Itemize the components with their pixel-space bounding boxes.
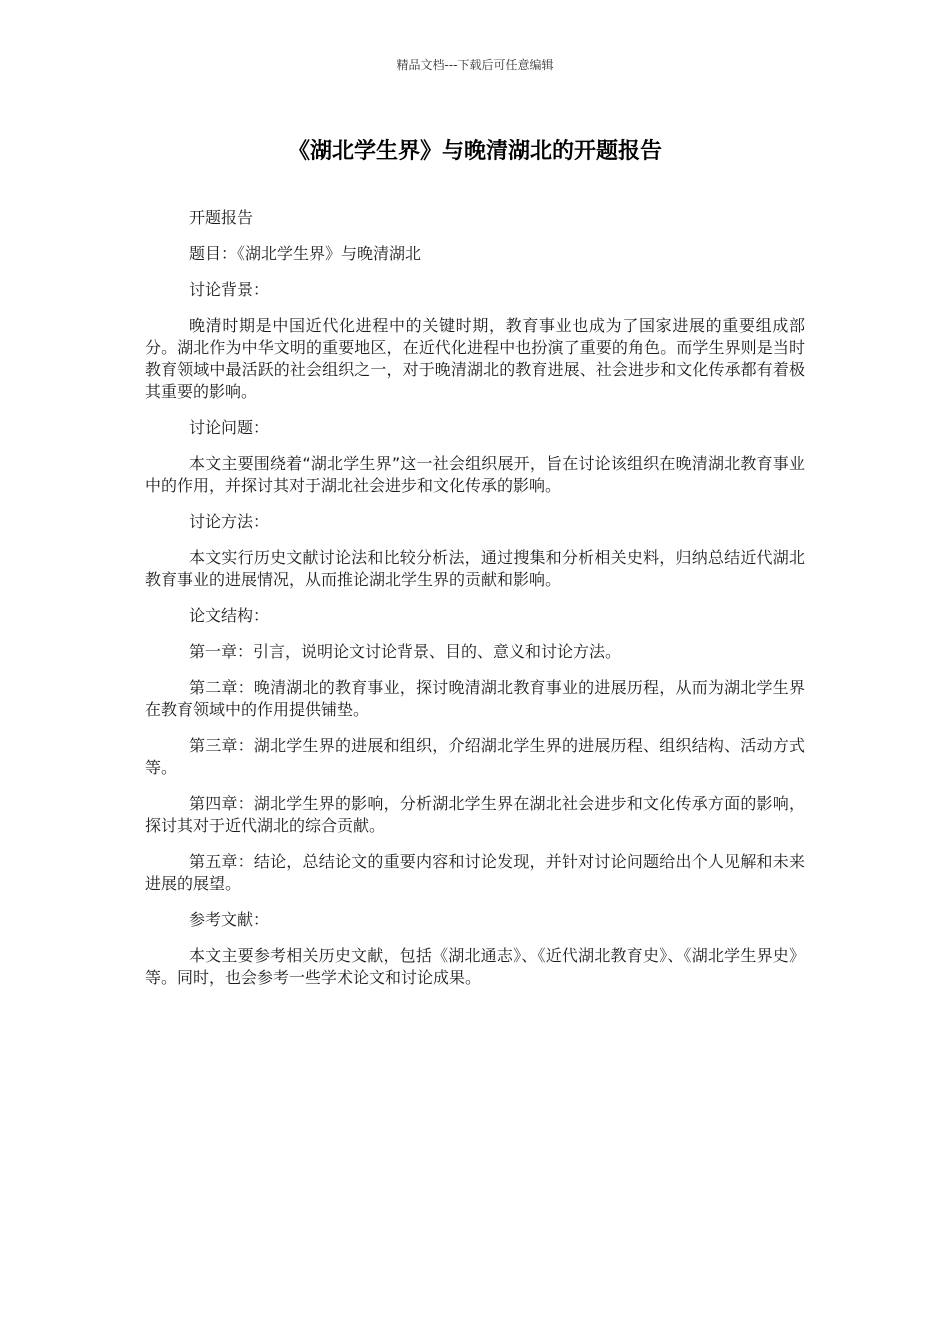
paragraph-chapter-1: 第一章：引言，说明论文讨论背景、目的、意义和讨论方法。 [189,642,622,661]
paragraph-background: 晚清时期是中国近代化进程中的关键时期，教育事业也成为了国家进展的重要组成部分。湖北作为中华文明的重要地区，在近代化进程中也扮演了重要的角色。而学生界则是当时教育领域中最活跃的社会组织之一，对于晚清湖北的教育进展、社会进步和文化传承都有着极其重要的影响。 [145,316,805,401]
paragraph-chapter-5: 第五章：结论，总结论文的重要内容和讨论发现，并针对讨论问题给出个人见解和未来进展的展望。 [145,852,805,893]
paragraph-report-label: 开题报告 [189,208,254,227]
paragraph-references: 本文主要参考相关历史文献，包括《湖北通志》、《近代湖北教育史》、《湖北学生界史》等。同时，也会参考一些学术论文和讨论成果。 [145,946,805,987]
heading-method: 讨论方法： [189,512,270,531]
document-body [145,207,805,1003]
document-title: 《湖北学生界》与晚清湖北的开题报告 [287,139,662,164]
paragraph-topic: 题目：《湖北学生界》与晚清湖北 [189,244,422,263]
paragraph-chapter-4: 第四章：湖北学生界的影响，分析湖北学生界在湖北社会进步和文化传承方面的影响，探讨其对于近代湖北的综合贡献。 [145,794,805,835]
paragraph-chapter-3: 第三章：湖北学生界的进展和组织，介绍湖北学生界的进展历程、组织结构、活动方式等。 [145,736,805,777]
paragraph-question: 本文主要围绕着“湖北学生界”这一社会组织展开，旨在讨论该组织在晚清湖北教育事业中的作用，并探讨其对于湖北社会进步和文化传承的影响。 [145,454,805,495]
paragraph-chapter-2: 第二章：晚清湖北的教育事业，探讨晚清湖北教育事业的进展历程，从而为湖北学生界在教育领域中的作用提供铺垫。 [145,678,805,719]
heading-structure: 论文结构： [189,606,270,625]
page-header: 精品文档---下载后可任意编辑 [396,58,554,72]
heading-references: 参考文献： [189,910,270,929]
paragraph-method: 本文实行历史文献讨论法和比较分析法，通过搜集和分析相关史料，归纳总结近代湖北教育事业的进展情况，从而推论湖北学生界的贡献和影响。 [145,548,805,589]
heading-background: 讨论背景： [189,280,270,299]
heading-question: 讨论问题： [189,418,270,437]
